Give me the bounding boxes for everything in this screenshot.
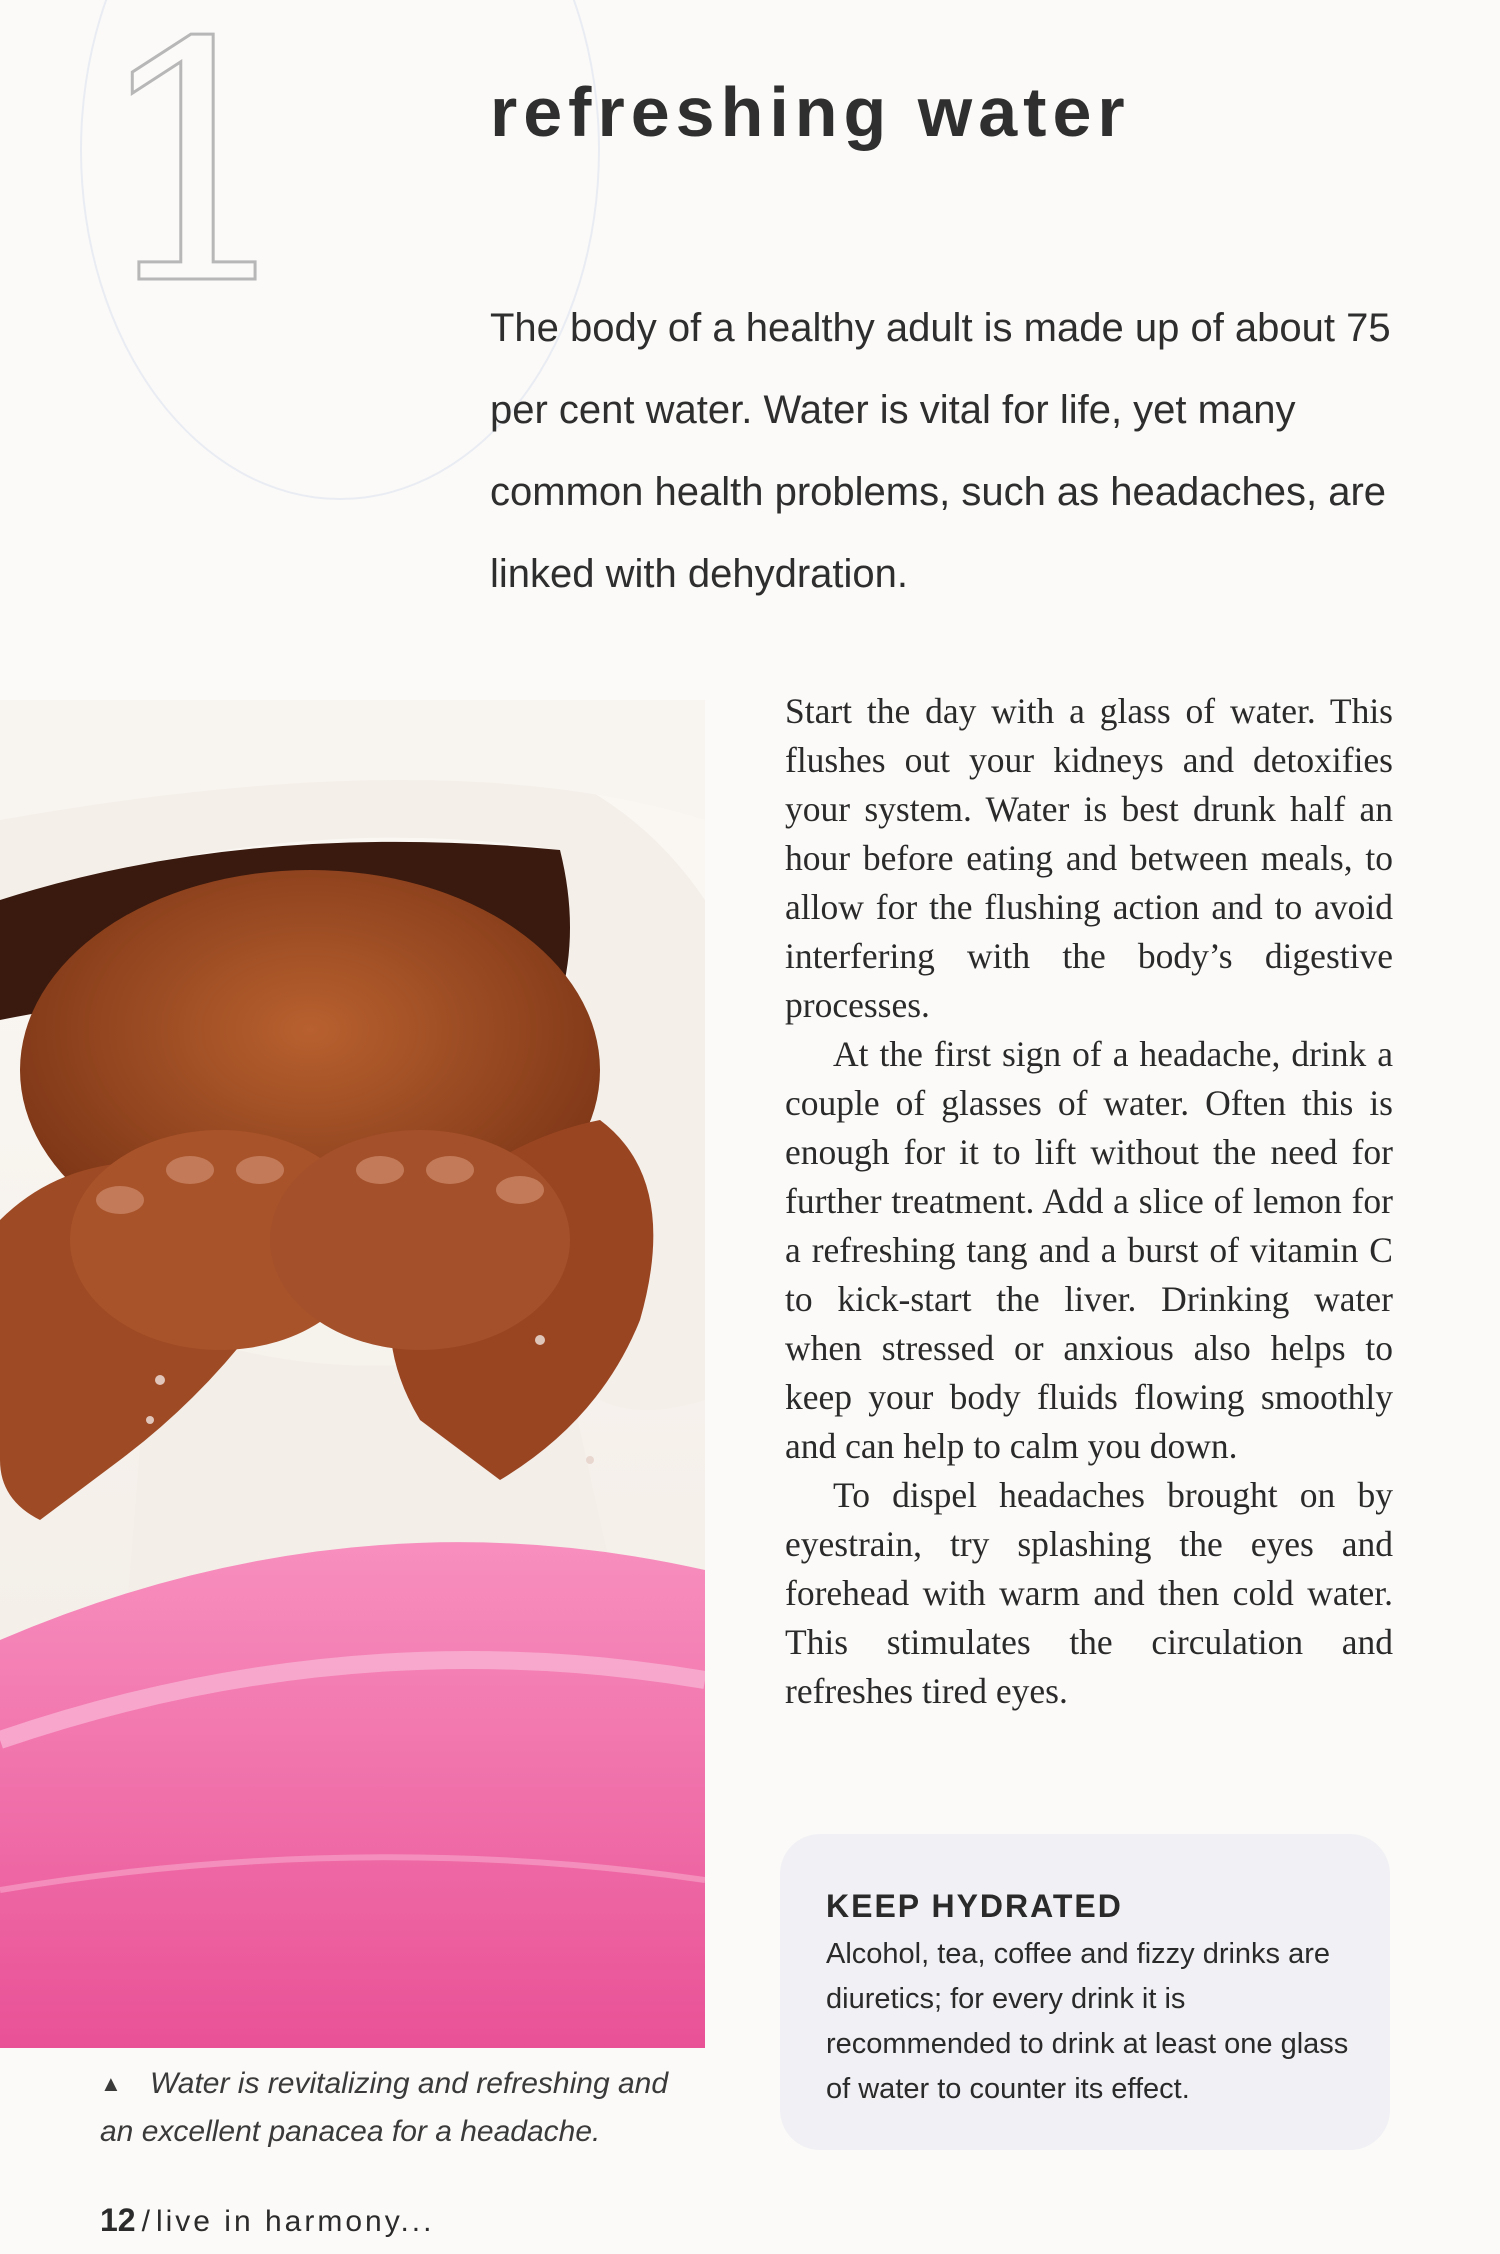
section-name: live in harmony...: [155, 2205, 435, 2238]
photo-caption: Water is revitalizing and refreshing and an excellent panacea for a headache.: [100, 2067, 669, 2148]
intro-paragraph: The body of a healthy adult is made up of about 75 per cent water. Water is vital for life, yet many common health problems, such as headaches, are linked with dehydration.: [490, 306, 1391, 596]
footer-separator: /: [141, 2205, 150, 2238]
tip-title: KEEP HYDRATED: [826, 1888, 1123, 1924]
page-title: refreshing water: [490, 73, 1131, 151]
photo-woman-washing-face: [0, 700, 705, 2048]
page-footer: [100, 2202, 434, 2239]
body-text: [785, 687, 1393, 1716]
chapter-number: 1: [92, 0, 302, 357]
tip-text: Alcohol, tea, coffee and fizzy drinks are diuretics; for every drink it is recommended to drink at least one glass of water to counter its effect.: [826, 1938, 1349, 2105]
body-paragraph: At the first sign of a headache, drink a couple of glasses of water. Often this is enough for it to lift without the need for further treatment. Add a slice of lemon for a refreshing tang and a burst of vitamin C to kick-start the liver. Drinking water when stressed or anxious also helps to keep your body fluids flowing smoothly and can help to calm you down.: [785, 1034, 1393, 1466]
body-paragraph: To dispel headaches brought on by eyestrain, try splashing the eyes and forehead with warm and then cold water. This stimulates the circulation and refreshes tired eyes.: [785, 1475, 1393, 1711]
body-paragraph: Start the day with a glass of water. This flushes out your kidneys and detoxifies your system. Water is best drunk half an hour before eating and between meals, to allow for the flushing action and to avoid interfering with the body’s digestive processes.: [785, 691, 1393, 1025]
page-number: 12: [100, 2202, 136, 2238]
up-triangle-icon: ▲: [100, 2071, 122, 2096]
